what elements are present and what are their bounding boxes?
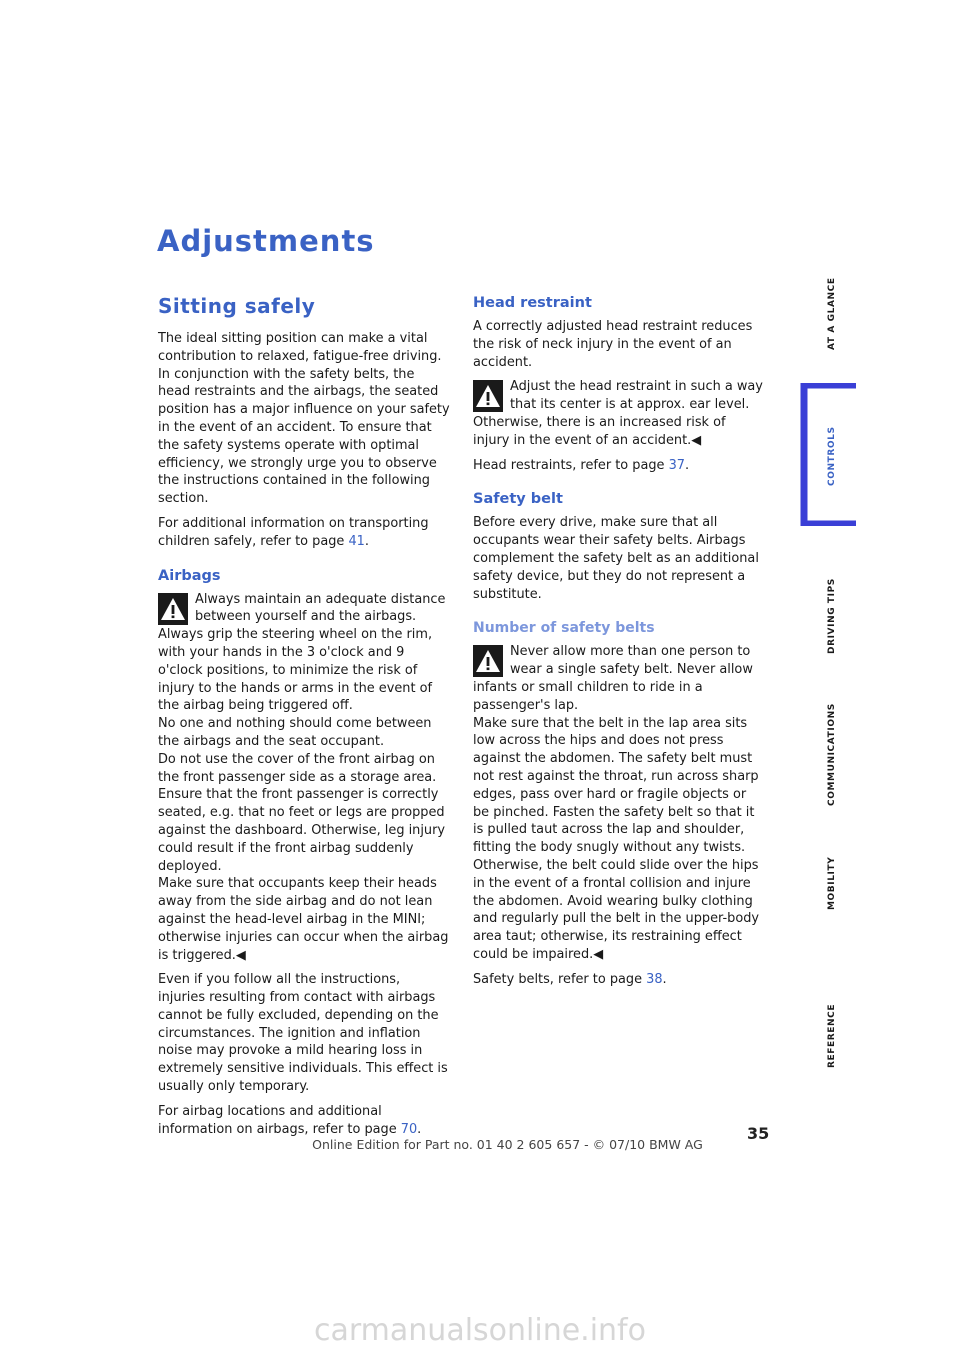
end-mark: ◀ <box>593 946 604 962</box>
watermark: carmanualsonline.info <box>314 1313 646 1348</box>
head-restraint-reference: Head restraints, refer to page 37. <box>473 457 690 473</box>
head-restraint-warning <box>473 378 765 449</box>
tab-driving-tips[interactable]: DRIVING TIPS <box>827 578 837 654</box>
page-title: Adjustments <box>157 224 375 258</box>
warning-triangle-icon <box>473 380 503 412</box>
airbags-warning-text-1: Always maintain an adequate distance between yourself and the airbags. Always grip the steering wheel on the rim, with your hands in the 3 o'clock and 9 o'clock positions, to minimize the risk of injury to the hands or arms in the event of the airbag being triggered off. <box>158 591 446 714</box>
tab-communications[interactable]: COMMUNICATIONS <box>827 703 837 806</box>
head-restraint-paragraph: A correctly adjusted head restraint reduces the risk of neck injury in the event of an accident. <box>473 319 753 370</box>
airbags-reference: For airbag locations and additional information on airbags, refer to page 70. <box>158 1103 422 1137</box>
airbags-warning-text-4: Make sure that occupants keep their heads away from the side airbag and do not lean against the head-level airbag in the MINI; otherwise injuries can occur when the airbag is triggered. <box>158 876 449 963</box>
tab-at-a-glance[interactable]: AT A GLANCE <box>827 277 837 350</box>
tab-reference[interactable]: REFERENCE <box>827 1003 837 1068</box>
safety-belt-warning-text-2: Make sure that the belt in the lap area sits low across the hips and does not press against the abdomen. The safety belt must not rest against the throat, run across sharp edges, pass over hard or fragile objects or be pinched. Fasten the safety belt so that it is pulled taut across the lap and shoulder, fitting the body snugly without any twists. Otherwise, the belt could slide over the hips in the event of a frontal collision and injure the abdomen. Avoid wearing bulky clothing and regularly pull the belt in the upper-body area taut; otherwise, its restraining effect could be impaired. <box>473 715 760 962</box>
safety-belt-warning <box>473 643 765 963</box>
safety-belt-warning-text-1: Never allow more than one person to wear a single safety belt. Never allow infants or small children to ride in a passenger's lap. <box>473 644 753 713</box>
heading-safety-belt: Safety belt <box>473 491 563 508</box>
section-title-sitting-safely: Sitting safely <box>158 294 316 318</box>
heading-head-restraint: Head restraint <box>473 295 592 311</box>
airbags-warning-text-2: No one and nothing should come between the airbags and the seat occupant. <box>158 716 432 749</box>
left-column <box>158 294 450 1145</box>
page-link-38[interactable]: 38 <box>646 971 663 987</box>
head-restraint-warning-text: Adjust the head restraint in such a way that its center is at approx. ear level. Otherwise, there is an increased risk of injury in the event of an accident. <box>473 379 763 448</box>
page-link-37[interactable]: 37 <box>668 457 685 473</box>
tab-controls[interactable]: CONTROLS <box>827 426 837 486</box>
heading-airbags: Airbags <box>158 567 221 584</box>
page-link-70[interactable]: 70 <box>400 1121 418 1137</box>
footer-edition-note: Online Edition for Part no. 01 40 2 605 657 - © 07/10 BMW AG <box>312 1137 703 1152</box>
tab-mobility[interactable]: MOBILITY <box>827 856 837 910</box>
airbags-warning <box>158 591 450 965</box>
page-link-41[interactable]: 41 <box>348 533 365 549</box>
end-mark: ◀ <box>235 947 246 963</box>
right-column <box>473 294 765 996</box>
airbags-paragraph: Even if you follow all the instructions, injuries resulting from contact with airbags cannot be fully excluded, depending on the circumstances. The ignition and inflation noise may provoke a mild hearing loss in extremely sensitive individuals. This effect is usually only temporary. <box>158 972 448 1095</box>
intro-paragraph: The ideal sitting position can make a vital contribution to relaxed, fatigue-free driving. In conjunction with the safety belts, the head restraints and the airbags, the seated position has a major influence on your safety in the event of an accident. To ensure that the safety systems operate with optimal efficiency, we strongly urge you to observe the instructions contained in the following section. <box>158 331 450 507</box>
heading-number-of-safety-belts: Number of safety belts <box>473 620 655 637</box>
page-number: 35 <box>747 1124 770 1143</box>
warning-triangle-icon <box>473 645 503 677</box>
safety-belt-reference: Safety belts, refer to page 38. <box>473 971 667 987</box>
safety-belt-paragraph: Before every drive, make sure that all occupants wear their safety belts. Airbags complement the safety belt as an additional safety device, but they do not represent a substitute. <box>473 515 759 602</box>
chapter-sidebar <box>800 268 860 1068</box>
warning-triangle-icon <box>158 593 188 625</box>
children-reference: For additional information on transporting children safely, refer to page 41. <box>158 515 429 549</box>
airbags-warning-text-3: Do not use the cover of the front airbag on the front passenger side as a storage area. Ensure that the front passenger is correctly seated, e.g. that no feet or legs are propped against the dashboard. Otherwise, leg injury could result if the front airbag suddenly deployed. <box>158 751 446 874</box>
end-mark: ◀ <box>691 432 702 448</box>
